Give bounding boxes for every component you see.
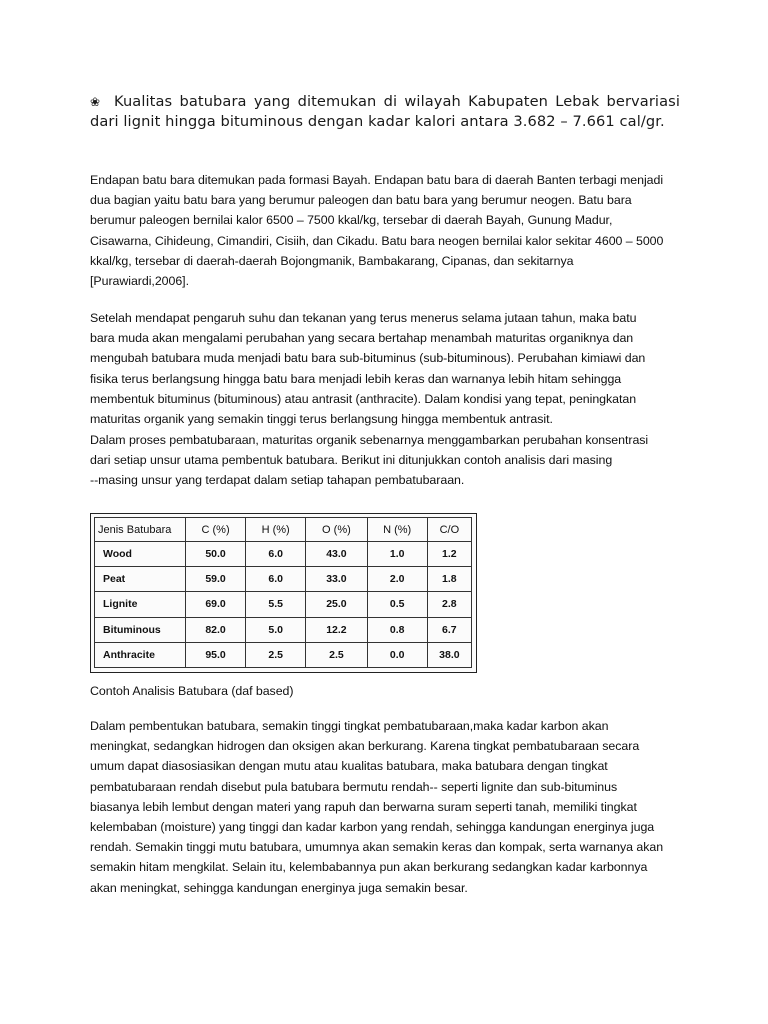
text-line: dari setiap unsur utama pembentuk batubara. Berikut ini ditunjukkan contoh analisis dari masing (90, 453, 613, 468)
coal-analysis-table (90, 513, 477, 673)
table-cell: 12.2 (306, 617, 367, 642)
text-line: biasanya lebih lembut dengan materi yang rapuh dan berwarna suram seperti tanah, memiliki tingkat (90, 799, 637, 814)
table-header-cell: O (%) (306, 518, 367, 542)
table-cell: 1.0 (367, 542, 427, 567)
flower-bullet-icon: ❀ (90, 95, 101, 109)
table-row (95, 642, 472, 667)
table-cell: 0.8 (367, 617, 427, 642)
table-row (95, 592, 472, 617)
text-line: --masing unsur yang terdapat dalam setiap tahapan pembatubaraan. (90, 473, 465, 488)
table-cell: 25.0 (306, 592, 367, 617)
paragraph-pembentukan (90, 716, 690, 898)
table-cell: 95.0 (186, 642, 246, 667)
table-cell: 43.0 (306, 542, 367, 567)
table-header-cell: C/O (427, 518, 471, 542)
table-cell: 33.0 (306, 567, 367, 592)
table-cell: Peat (95, 567, 186, 592)
table-cell: 1.8 (427, 567, 471, 592)
table-cell: 0.5 (367, 592, 427, 617)
text-line: [Purawiardi,2006]. (90, 274, 189, 289)
table-cell: 1.2 (427, 542, 471, 567)
table-cell: Anthracite (95, 642, 186, 667)
table-header-row (95, 518, 472, 542)
table-cell: 38.0 (427, 642, 471, 667)
text-line: mengubah batubara muda menjadi batu bara sub-bituminus (sub-bituminous). Perubahan kimiawi dan (90, 351, 646, 366)
text-line: kelembaban (moisture) yang tinggi dan kadar karbon yang rendah, sehingga kandungan energinya juga (90, 820, 655, 835)
text-line: umum dapat diasosiasikan dengan mutu atau kualitas batubara, maka batubara dengan tingkat (90, 759, 608, 774)
paragraph-setelah (90, 308, 690, 429)
paragraph-endapan (90, 170, 690, 291)
table-header-cell: N (%) (367, 518, 427, 542)
table-header-cell: Jenis Batubara (95, 518, 186, 542)
table-cell: Lignite (95, 592, 186, 617)
text-line: semakin hitam mengkilat. Selain itu, kelembabannya pun akan berkurang sedangkan kadar karbonnya (90, 860, 648, 875)
table-cell: Wood (95, 542, 186, 567)
text-line: dua bagian yaitu batu bara yang berumur paleogen dan batu bara yang berumur neogen. Batu bara (90, 193, 632, 208)
table-cell: 5.0 (246, 617, 306, 642)
table-row (95, 567, 472, 592)
table-cell: 59.0 (186, 567, 246, 592)
table-row (95, 617, 472, 642)
text-line: kkal/kg, tersebar di daerah-daerah Bojongmanik, Bambakarang, Cipanas, dan sekitarnya (90, 253, 574, 268)
text-line: pembatubaraan rendah disebut pula batubara bermutu rendah-- seperti lignite dan sub-bituminus (90, 779, 618, 794)
bullet-text: Kualitas batubara yang ditemukan di wilayah Kabupaten Lebak bervariasi dari lignit hingga bituminous dengan kadar kalori antara 3.682 – 7.661 cal/gr. (90, 93, 680, 130)
table-cell: 50.0 (186, 542, 246, 567)
text-line: bara muda akan mengalami perubahan yang secara bertahap menambah maturitas organiknya dan (90, 331, 634, 346)
table-cell: 69.0 (186, 592, 246, 617)
table-cell: 82.0 (186, 617, 246, 642)
table-cell: 6.0 (246, 542, 306, 567)
table-cell: 2.8 (427, 592, 471, 617)
table-row (95, 542, 472, 567)
text-line: meningkat, sedangkan hidrogen dan oksigen akan berkurang. Karena tingkat pembatubaraan secara (90, 739, 640, 754)
text-line: Cisawarna, Cihideung, Cimandiri, Cisiih, dan Cikadu. Batu bara neogen bernilai kalor sekitar 4600 – 5000 (90, 233, 664, 248)
table-cell: 2.5 (246, 642, 306, 667)
text-line: rendah. Semakin tinggi mutu batubara, umumnya akan semakin keras dan kompak, serta warnanya akan (90, 840, 664, 855)
table-header-cell: H (%) (246, 518, 306, 542)
text-line: Dalam pembentukan batubara, semakin tinggi tingkat pembatubaraan,maka kadar karbon akan (90, 719, 609, 733)
table-header-cell: C (%) (186, 518, 246, 542)
bullet-paragraph (90, 92, 680, 132)
table-cell: Bituminous (95, 617, 186, 642)
text-line: maturitas organik yang semakin tinggi terus berlangsung hingga membentuk antrasit. (90, 412, 553, 427)
analysis-table-grid (94, 517, 472, 668)
text-line: fisika terus berlangsung hingga batu bara menjadi lebih keras dan warnanya lebih hitam sehingga (90, 371, 622, 386)
table-cell: 6.0 (246, 567, 306, 592)
table-cell: 6.7 (427, 617, 471, 642)
table-cell: 5.5 (246, 592, 306, 617)
table-cell: 2.5 (306, 642, 367, 667)
table-caption: Contoh Analisis Batubara (daf based) (90, 684, 294, 698)
text-line: akan meningkat, sehingga kandungan energinya juga semakin besar. (90, 880, 468, 895)
text-line: Dalam proses pembatubaraan, maturitas organik sebenarnya menggambarkan perubahan konsentrasi (90, 433, 649, 447)
text-line: Setelah mendapat pengaruh suhu dan tekanan yang terus menerus selama jutaan tahun, maka batu (90, 311, 637, 325)
text-line: berumur paleogen bernilai kalor 6500 – 7500 kkal/kg, tersebar di daerah Bayah, Gunung Madur, (90, 213, 613, 228)
paragraph-proses (90, 430, 690, 491)
table-cell: 2.0 (367, 567, 427, 592)
text-line: Endapan batu bara ditemukan pada formasi Bayah. Endapan batu bara di daerah Banten terbagi menjadi (90, 173, 664, 187)
text-line: membentuk bituminus (bituminous) atau antrasit (anthracite). Dalam kondisi yang tepat, peningkatan (90, 391, 637, 406)
table-cell: 0.0 (367, 642, 427, 667)
